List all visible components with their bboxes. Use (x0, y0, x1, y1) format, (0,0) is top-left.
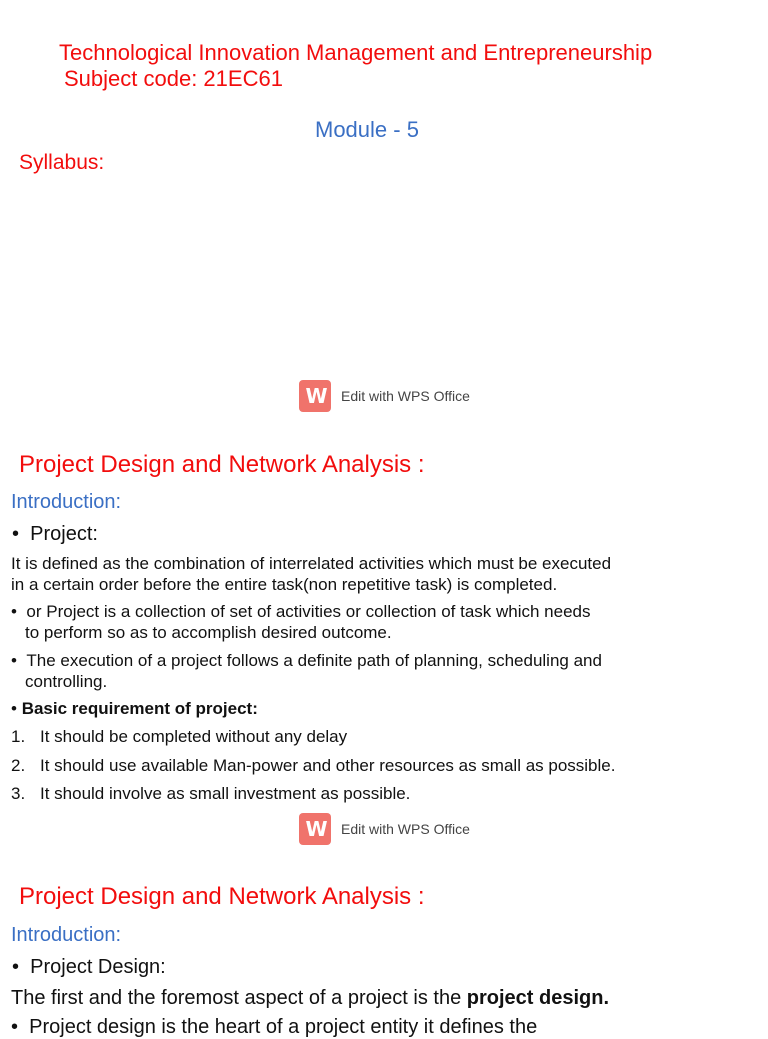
wps-logo-icon: W (299, 380, 331, 412)
definition-line: It is defined as the combination of interrelated activities which must be executed (11, 554, 612, 573)
section-title: Project Design and Network Analysis : (19, 883, 425, 910)
module-heading: Module - 5 (315, 117, 419, 142)
sentence-bold-text: project design. (466, 987, 610, 1009)
requirement-text: It should be completed without any delay (40, 727, 348, 746)
sentence-text: The first and the foremost aspect of a project is the (11, 987, 467, 1009)
wps-watermark-label: Edit with WPS Office (341, 821, 470, 837)
bullet-icon: • (11, 699, 17, 718)
wps-watermark (299, 380, 470, 412)
bullet-collection (11, 601, 591, 643)
introduction-heading: Introduction: (11, 491, 122, 513)
project-heading (12, 523, 98, 546)
requirement-text: It should use available Man-power and other resources as small as possible. (40, 756, 616, 775)
bullet-icon: • (12, 956, 31, 978)
requirement-number: 3. (11, 784, 26, 803)
requirement-number: 2. (11, 756, 26, 775)
requirement-number: 1. (11, 727, 26, 746)
project-design-heading-label: Project Design: (30, 956, 166, 978)
bullet-icon: • (11, 651, 27, 670)
requirement-text: It should involve as small investment as possible. (40, 784, 411, 803)
requirement-item (11, 784, 410, 804)
bullet-line: or Project is a collection of set of activities or collection of task which needs (26, 602, 591, 621)
bullet-line: to perform so as to accomplish desired outcome. (25, 623, 392, 642)
bullet-icon: • (11, 602, 27, 621)
subject-code: Subject code: 21EC61 (64, 66, 283, 91)
syllabus-heading: Syllabus: (19, 151, 105, 174)
document-title: Technological Innovation Management and Entrepreneurship (59, 40, 653, 65)
bullet-icon: • (11, 1016, 30, 1038)
project-design-cut-line (11, 1016, 537, 1039)
requirement-item (11, 756, 615, 776)
bullet-icon: • (12, 523, 31, 545)
requirement-item (11, 727, 347, 747)
requirement-heading-label: Basic requirement of project: (21, 699, 258, 718)
wps-logo-icon: W (299, 813, 331, 845)
definition-line: in a certain order before the entire task(non repetitive task) is completed. (11, 575, 558, 594)
project-design-heading (12, 956, 166, 979)
wps-watermark (299, 813, 470, 845)
bullet-line: The execution of a project follows a definite path of planning, scheduling and (26, 651, 602, 670)
wps-watermark-label: Edit with WPS Office (341, 388, 470, 404)
cut-line-text: Project design is the heart of a project entity it defines the (29, 1016, 538, 1038)
project-definition (11, 553, 611, 595)
section-title: Project Design and Network Analysis : (19, 451, 425, 478)
requirement-heading (11, 699, 258, 719)
introduction-heading: Introduction: (11, 924, 122, 946)
project-design-sentence (11, 987, 609, 1010)
bullet-execution (11, 650, 602, 692)
bullet-line: controlling. (25, 672, 108, 691)
project-heading-label: Project: (30, 523, 98, 545)
